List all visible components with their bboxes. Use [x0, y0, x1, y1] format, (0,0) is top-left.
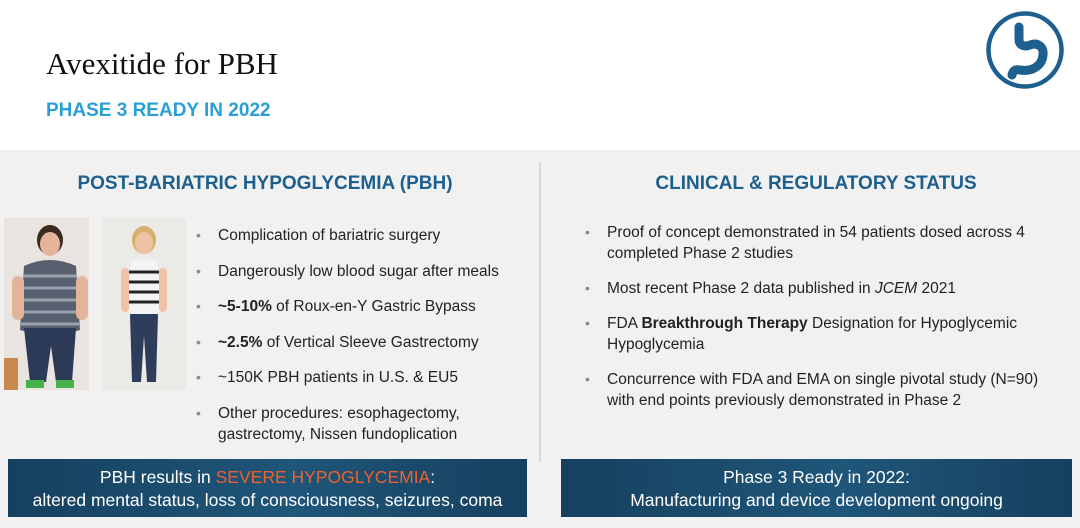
column-divider: [539, 162, 541, 462]
right-section-heading: CLINICAL & REGULATORY STATUS: [655, 173, 977, 194]
after-photo: [102, 218, 187, 390]
before-photo: [4, 218, 89, 390]
stomach-icon: [985, 10, 1065, 90]
list-item: • Proof of concept demonstrated in 54 patients dosed across 4 completed Phase 2 studies: [583, 222, 1055, 264]
page-title: Avexitide for PBH: [46, 46, 278, 81]
list-item: • ~2.5% of Vertical Sleeve Gastrectomy: [194, 332, 529, 353]
right-banner-line1: Phase 3 Ready in 2022:: [723, 467, 910, 487]
list-item: • Concurrence with FDA and EMA on single pivotal study (N=90) with end points previously demonstrated in Phase 2: [583, 369, 1055, 411]
list-item: • Most recent Phase 2 data published in JCEM 2021: [583, 278, 1055, 299]
list-item: • Dangerously low blood sugar after meals: [194, 261, 529, 282]
list-item: • FDA Breakthrough Therapy Designation for Hypoglycemic Hypoglycemia: [583, 313, 1055, 355]
left-banner: [8, 459, 527, 517]
severe-hypoglycemia-highlight: SEVERE HYPOGLYCEMIA: [215, 467, 431, 487]
page-subtitle: PHASE 3 READY IN 2022: [46, 100, 271, 121]
list-item: • Complication of bariatric surgery: [194, 225, 529, 246]
left-bullet-list: [194, 225, 529, 459]
left-section-heading: POST-BARIATRIC HYPOGLYCEMIA (PBH): [77, 173, 453, 194]
list-item: • ~150K PBH patients in U.S. & EU5: [194, 367, 529, 388]
right-bullet-list: [583, 222, 1055, 425]
right-banner: [561, 459, 1072, 517]
left-banner-line1: PBH results in SEVERE HYPOGLYCEMIA:: [99, 467, 436, 487]
list-item: • Other procedures: esophagectomy, gastrectomy, Nissen fundoplication: [194, 403, 529, 445]
list-item: • ~5-10% of Roux-en-Y Gastric Bypass: [194, 296, 529, 317]
left-banner-line2: altered mental status, loss of consciousness, seizures, coma: [32, 490, 503, 510]
right-banner-line2: Manufacturing and device development ongoing: [630, 490, 1003, 510]
